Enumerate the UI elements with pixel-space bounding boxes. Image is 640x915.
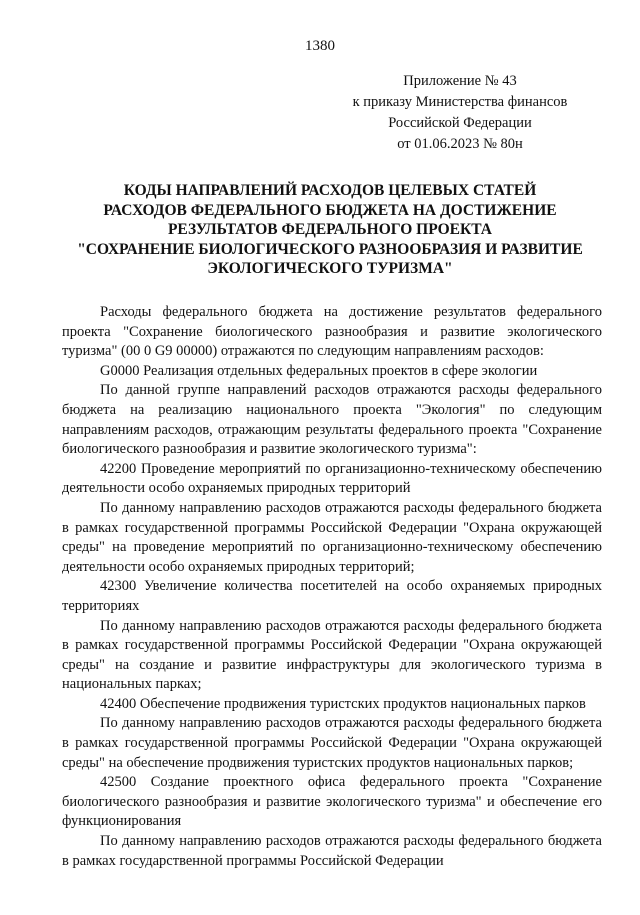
page-number: 1380 bbox=[305, 38, 335, 54]
paragraph: По данному направлению расходов отражаются расходы федерального бюджета в рамках государственной программы Российской Федерации "Охрана окружающей среды" на создание и развитие инфраструктуры для экологического туризма в национальных парках; bbox=[62, 617, 602, 693]
paragraph: G0000 Реализация отдельных федеральных проектов в сфере экологии bbox=[100, 362, 538, 379]
appendix-line: от 01.06.2023 № 80н bbox=[397, 136, 523, 152]
paragraph: По данному направлению расходов отражаются расходы федерального бюджета в рамках государственной программы Российской Федерации bbox=[62, 833, 602, 869]
paragraph: 42500 Создание проектного офиса федерального проекта "Сохранение биологического разнообразия и развитие экологического туризма" и обеспечение его функционирования bbox=[62, 774, 602, 830]
paragraph: По данной группе направлений расходов отражаются расходы федерального бюджета на реализацию национального проекта "Экология" по следующим направлениям расходов, отражающим результаты федерального проекта "Сохранение биологического разнообразия и развитие экологического туризма": bbox=[62, 382, 602, 458]
appendix-line: Приложение № 43 bbox=[403, 73, 517, 89]
title-line: РАСХОДОВ ФЕДЕРАЛЬНОГО БЮДЖЕТА НА ДОСТИЖЕНИЕ bbox=[103, 201, 557, 219]
document-body bbox=[62, 303, 602, 871]
title-line: ЭКОЛОГИЧЕСКОГО ТУРИЗМА" bbox=[207, 260, 453, 277]
appendix-line: Российской Федерации bbox=[388, 115, 532, 131]
title-line: РЕЗУЛЬТАТОВ ФЕДЕРАЛЬНОГО ПРОЕКТА bbox=[167, 221, 493, 238]
paragraph: По данному направлению расходов отражаются расходы федерального бюджета в рамках государственной программы Российской Федерации "Охрана окружающей среды" на проведение мероприятий по организационно-техническому обеспечению деятельности особо охраняемых природных территорий; bbox=[62, 499, 602, 575]
paragraph: 42400 Обеспечение продвижения туристских продуктов национальных парков bbox=[100, 695, 586, 712]
appendix-header bbox=[300, 71, 620, 155]
paragraph: По данному направлению расходов отражаются расходы федерального бюджета в рамках государственной программы Российской Федерации "Охрана окружающей среды" на обеспечение продвижения туристских продуктов национальных парков; bbox=[62, 715, 602, 771]
document-title bbox=[60, 181, 600, 279]
paragraph: 42200 Проведение мероприятий по организационно-техническому обеспечению деятельности особо охраняемых природных территорий bbox=[62, 460, 602, 497]
paragraph: 42300 Увеличение количества посетителей на особо охраняемых природных территориях bbox=[62, 578, 602, 614]
title-line: КОДЫ НАПРАВЛЕНИЙ РАСХОДОВ ЦЕЛЕВЫХ СТАТЕЙ bbox=[123, 182, 537, 199]
paragraph: Расходы федерального бюджета на достижение результатов федерального проекта "Сохранение биологического разнообразия и развитие экологического туризма" (00 0 G9 00000) отражаются по следующим направлениям расходов: bbox=[62, 304, 602, 360]
appendix-line: к приказу Министерства финансов bbox=[352, 94, 568, 110]
title-line: "СОХРАНЕНИЕ БИОЛОГИЧЕСКОГО РАЗНООБРАЗИЯ И РАЗВИТИЕ bbox=[77, 240, 583, 258]
